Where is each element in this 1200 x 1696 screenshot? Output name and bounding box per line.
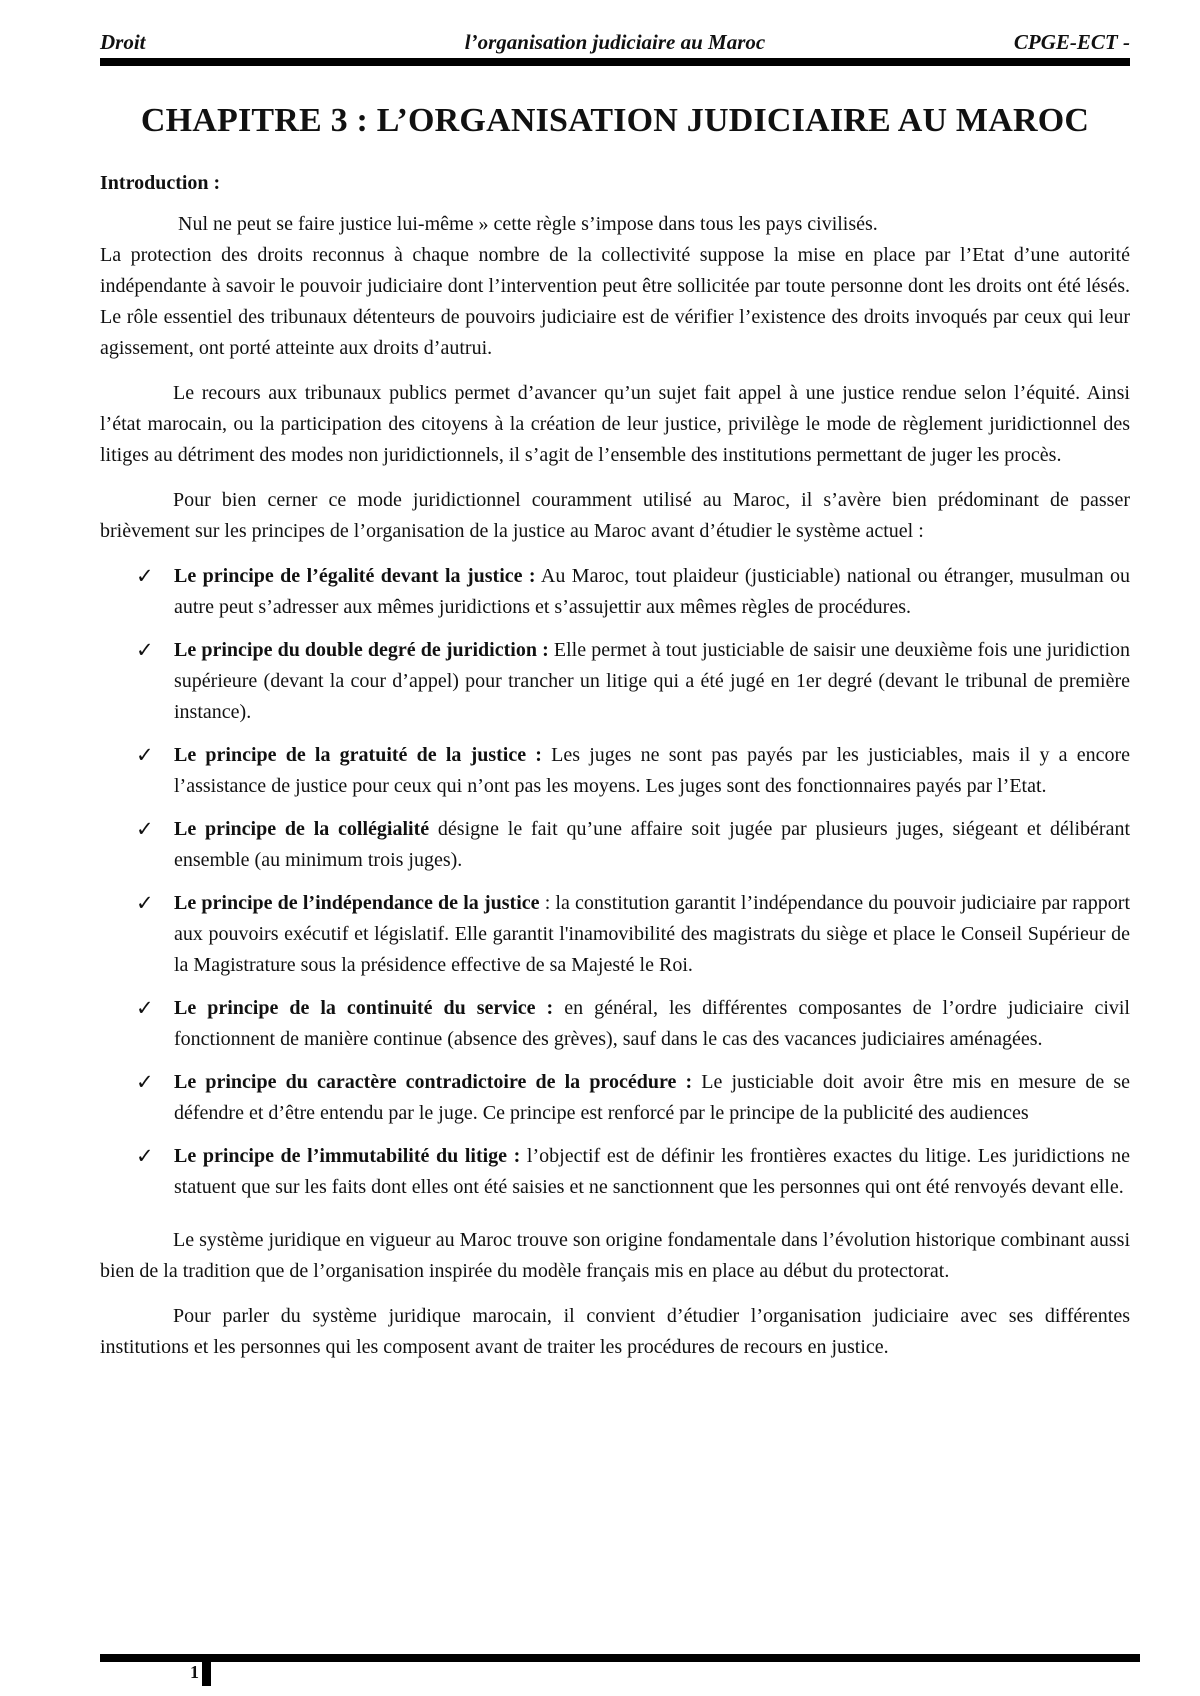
document-body bbox=[100, 168, 1130, 1377]
paragraph: Le recours aux tribunaux publics permet d’avancer qu’un sujet fait appel à une justice rendue selon l’équité. Ainsi l’état marocain, ou la participation des citoyens à la création de leur justice, privilège le mode de règlement juridictionnel des litiges au détriment des modes non juridictionnels, il s’agit de l’ensemble des institutions permettant de juger les procès. bbox=[100, 382, 1130, 466]
principle-name: Le principe de la continuité du service : bbox=[174, 997, 554, 1019]
list-item bbox=[100, 888, 1130, 981]
principle-name: Le principe de la collégialité bbox=[174, 818, 430, 840]
principle-name: Le principe du caractère contradictoire de la procédure : bbox=[174, 1071, 693, 1093]
principle-name: Le principe du double degré de juridiction : bbox=[174, 639, 549, 661]
intro-heading: Introduction : bbox=[100, 172, 221, 194]
checkmark-icon: ✓ bbox=[136, 564, 154, 588]
principle-name: Le principe de l’immutabilité du litige : bbox=[174, 1145, 521, 1167]
paragraph: Pour parler du système juridique marocain, il convient d’étudier l’organisation judiciaire avec ses différentes institutions et les personnes qui les composent avant de traiter les procédures de recours en justice. bbox=[100, 1305, 1130, 1358]
checkmark-icon: ✓ bbox=[136, 638, 154, 662]
list-item bbox=[100, 814, 1130, 876]
page-number-marker bbox=[202, 1662, 211, 1686]
list-item bbox=[100, 993, 1130, 1055]
chapter-title: CHAPITRE 3 : L’ORGANISATION JUDICIAIRE AU MAROC bbox=[140, 102, 1090, 139]
header-divider bbox=[100, 58, 1130, 66]
paragraph: Pour bien cerner ce mode juridictionnel couramment utilisé au Maroc, il s’avère bien prédominant de passer brièvement sur les principes de l’organisation de la justice au Maroc avant d’étudier le système actuel : bbox=[100, 489, 1130, 542]
principle-name: Le principe de la gratuité de la justice : bbox=[174, 744, 542, 766]
paragraph: Le système juridique en vigueur au Maroc trouve son origine fondamentale dans l’évolution historique combinant aussi bien de la tradition que de l’organisation inspirée du modèle français mis en place au début du protectorat. bbox=[100, 1229, 1130, 1282]
list-item bbox=[100, 740, 1130, 802]
principle-text: l’objectif est de définir les frontières exactes du litige. Les juridictions ne statuent que sur les faits dont elles ont été saisies et ne sanctionnent que les personnes qui ont été renvoyés devant elle. bbox=[174, 1145, 1130, 1198]
list-item bbox=[100, 561, 1130, 623]
header-class: CPGE-ECT - bbox=[1013, 30, 1130, 54]
checkmark-icon: ✓ bbox=[136, 996, 154, 1020]
principles-list bbox=[100, 561, 1130, 1203]
intro-quote: Nul ne peut se faire justice lui-même » cette règle s’impose dans tous les pays civilisés. bbox=[178, 213, 878, 235]
checkmark-icon: ✓ bbox=[136, 743, 154, 767]
header-topic: l’organisation judiciaire au Maroc bbox=[464, 30, 766, 54]
principle-text: en général, les différentes composantes de l’ordre judiciaire civil fonctionnent de manière continue (absence des grèves), sauf dans le cas des vacances judiciaires aménagées. bbox=[174, 997, 1130, 1050]
principle-text: Au Maroc, tout plaideur (justiciable) national ou étranger, musulman ou autre peut s’adresser aux mêmes juridictions et s’assujettir aux mêmes règles de procédures. bbox=[174, 565, 1130, 618]
principle-text: : la constitution garantit l’indépendance du pouvoir judiciaire par rapport aux pouvoirs exécutif et législatif. Elle garantit l'inamovibilité des magistrats du siège et place le Conseil Supérieur de la Magistrature sous la présidence effective de sa Majesté le Roi. bbox=[174, 892, 1130, 976]
checkmark-icon: ✓ bbox=[136, 817, 154, 841]
principle-text: désigne le fait qu’une affaire soit jugée par plusieurs juges, siégeant et délibérant ensemble (au minimum trois juges). bbox=[174, 818, 1130, 871]
principle-name: Le principe de l’indépendance de la justice bbox=[174, 892, 540, 914]
footer-divider bbox=[100, 1654, 1140, 1662]
list-item bbox=[100, 635, 1130, 728]
principle-name: Le principe de l’égalité devant la justice : bbox=[174, 565, 536, 587]
paragraph: La protection des droits reconnus à chaque nombre de la collectivité suppose la mise en place par l’Etat d’une autorité indépendante à savoir le pouvoir judiciaire dont l’intervention peut être sollicitée par toute personne dont les droits ont été lésés. Le rôle essentiel des tribunaux détenteurs de pouvoirs judiciaire est de vérifier l’existence des droits invoqués par ceux qui leur agissement, ont porté atteinte aux droits d’autrui. bbox=[100, 244, 1130, 359]
list-item bbox=[100, 1067, 1130, 1129]
list-item bbox=[100, 1141, 1130, 1203]
page-header bbox=[100, 30, 1130, 56]
checkmark-icon: ✓ bbox=[136, 891, 154, 915]
principle-text: Les juges ne sont pas payés par les justiciables, mais il y a encore l’assistance de justice pour ceux qui n’ont pas les moyens. Les juges sont des fonctionnaires payés par l’Etat. bbox=[174, 744, 1130, 797]
checkmark-icon: ✓ bbox=[136, 1144, 154, 1168]
principle-text: Elle permet à tout justiciable de saisir une deuxième fois une juridiction supérieure (devant la cour d’appel) pour trancher un litige qui a été jugé en 1er degré (devant le tribunal de première instance). bbox=[174, 639, 1131, 723]
principle-text: Le justiciable doit avoir être mis en mesure de se défendre et d’être entendu par le juge. Ce principe est renforcé par le principe de la publicité des audiences bbox=[174, 1071, 1130, 1124]
checkmark-icon: ✓ bbox=[136, 1070, 154, 1094]
header-subject: Droit bbox=[100, 30, 146, 54]
page-number: 1 bbox=[190, 1662, 199, 1682]
